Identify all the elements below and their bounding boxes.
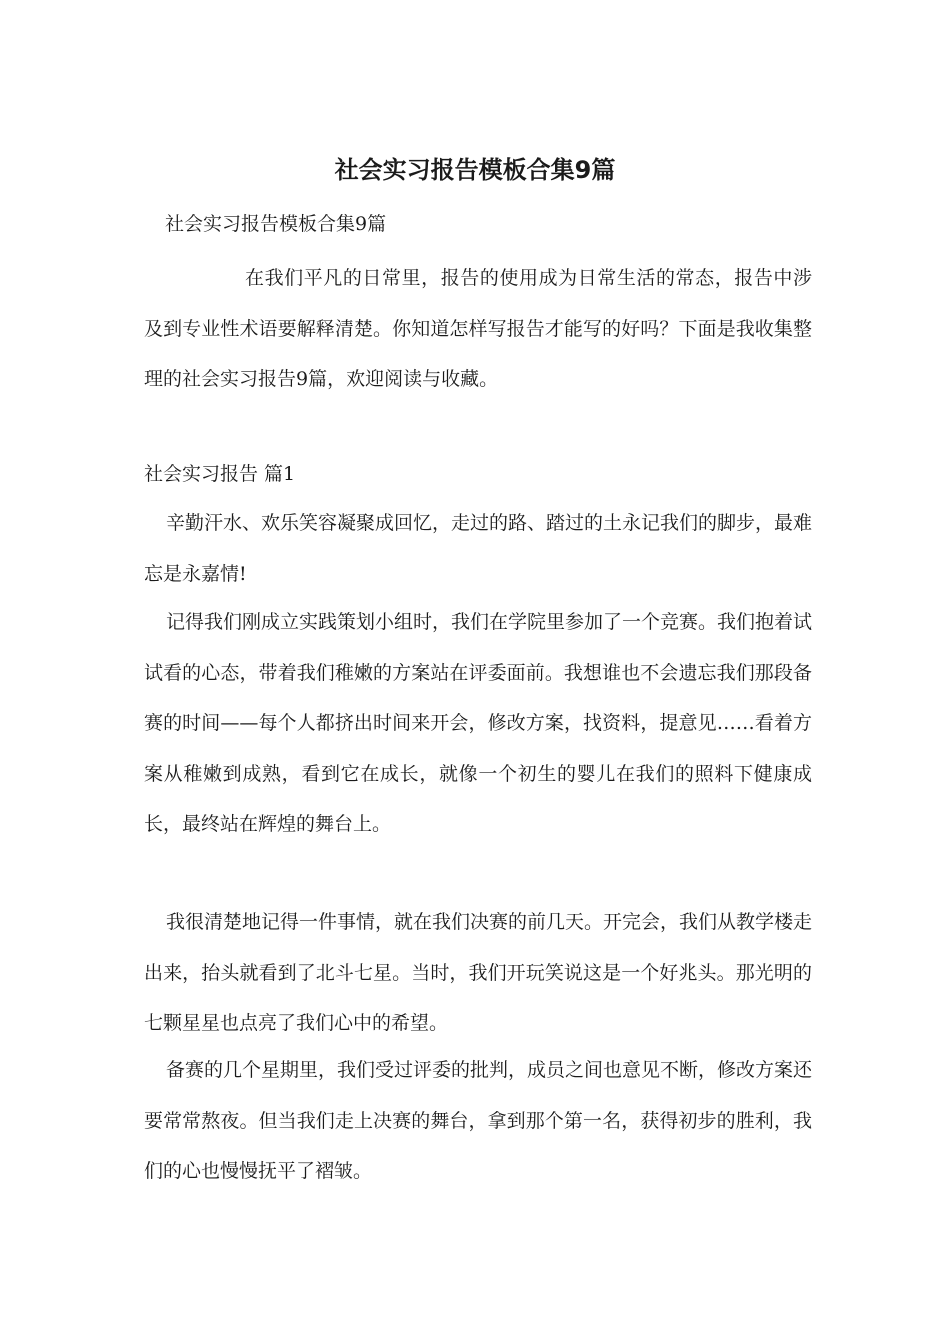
document-title: 社会实习报告模板合集9篇 bbox=[334, 156, 616, 184]
body-paragraph: 记得我们刚成立实践策划小组时，我们在学院里参加了一个竞赛。我们抱着试试看的心态，带着我们稚嫩的方案站在评委面前。我想谁也不会遗忘我们那段备赛的时间——每个人都挤出时间来开会，修改方案，找资料，提意见……看着方案从稚嫩到成熟，看到它在成长，就像一个初生的婴儿在我们的照料下健康成长，最终站在辉煌的舞台上。 bbox=[144, 611, 813, 835]
section-heading: 社会实习报告 篇1 bbox=[144, 463, 296, 485]
intro-paragraph: 在我们平凡的日常里，报告的使用成为日常生活的常态，报告中涉及到专业性术语要解释清楚。你知道怎样写报告才能写的好吗？下面是我收集整理的社会实习报告9篇，欢迎阅读与收藏。 bbox=[144, 267, 812, 390]
document-subtitle: 社会实习报告模板合集9篇 bbox=[165, 213, 387, 235]
body-paragraph: 我很清楚地记得一件事情，就在我们决赛的前几天。开完会，我们从教学楼走出来，抬头就看到了北斗七星。当时，我们开玩笑说这是一个好兆头。那光明的七颗星星也点亮了我们心中的希望。 bbox=[144, 911, 813, 1034]
body-paragraph: 辛勤汗水、欢乐笑容凝聚成回忆，走过的路、踏过的土永记我们的脚步，最难忘是永嘉情! bbox=[144, 512, 813, 585]
body-paragraph: 备赛的几个星期里，我们受过评委的批判，成员之间也意见不断，修改方案还要常常熬夜。但当我们走上决赛的舞台，拿到那个第一名，获得初步的胜利，我们的心也慢慢抚平了褶皱。 bbox=[144, 1059, 813, 1182]
